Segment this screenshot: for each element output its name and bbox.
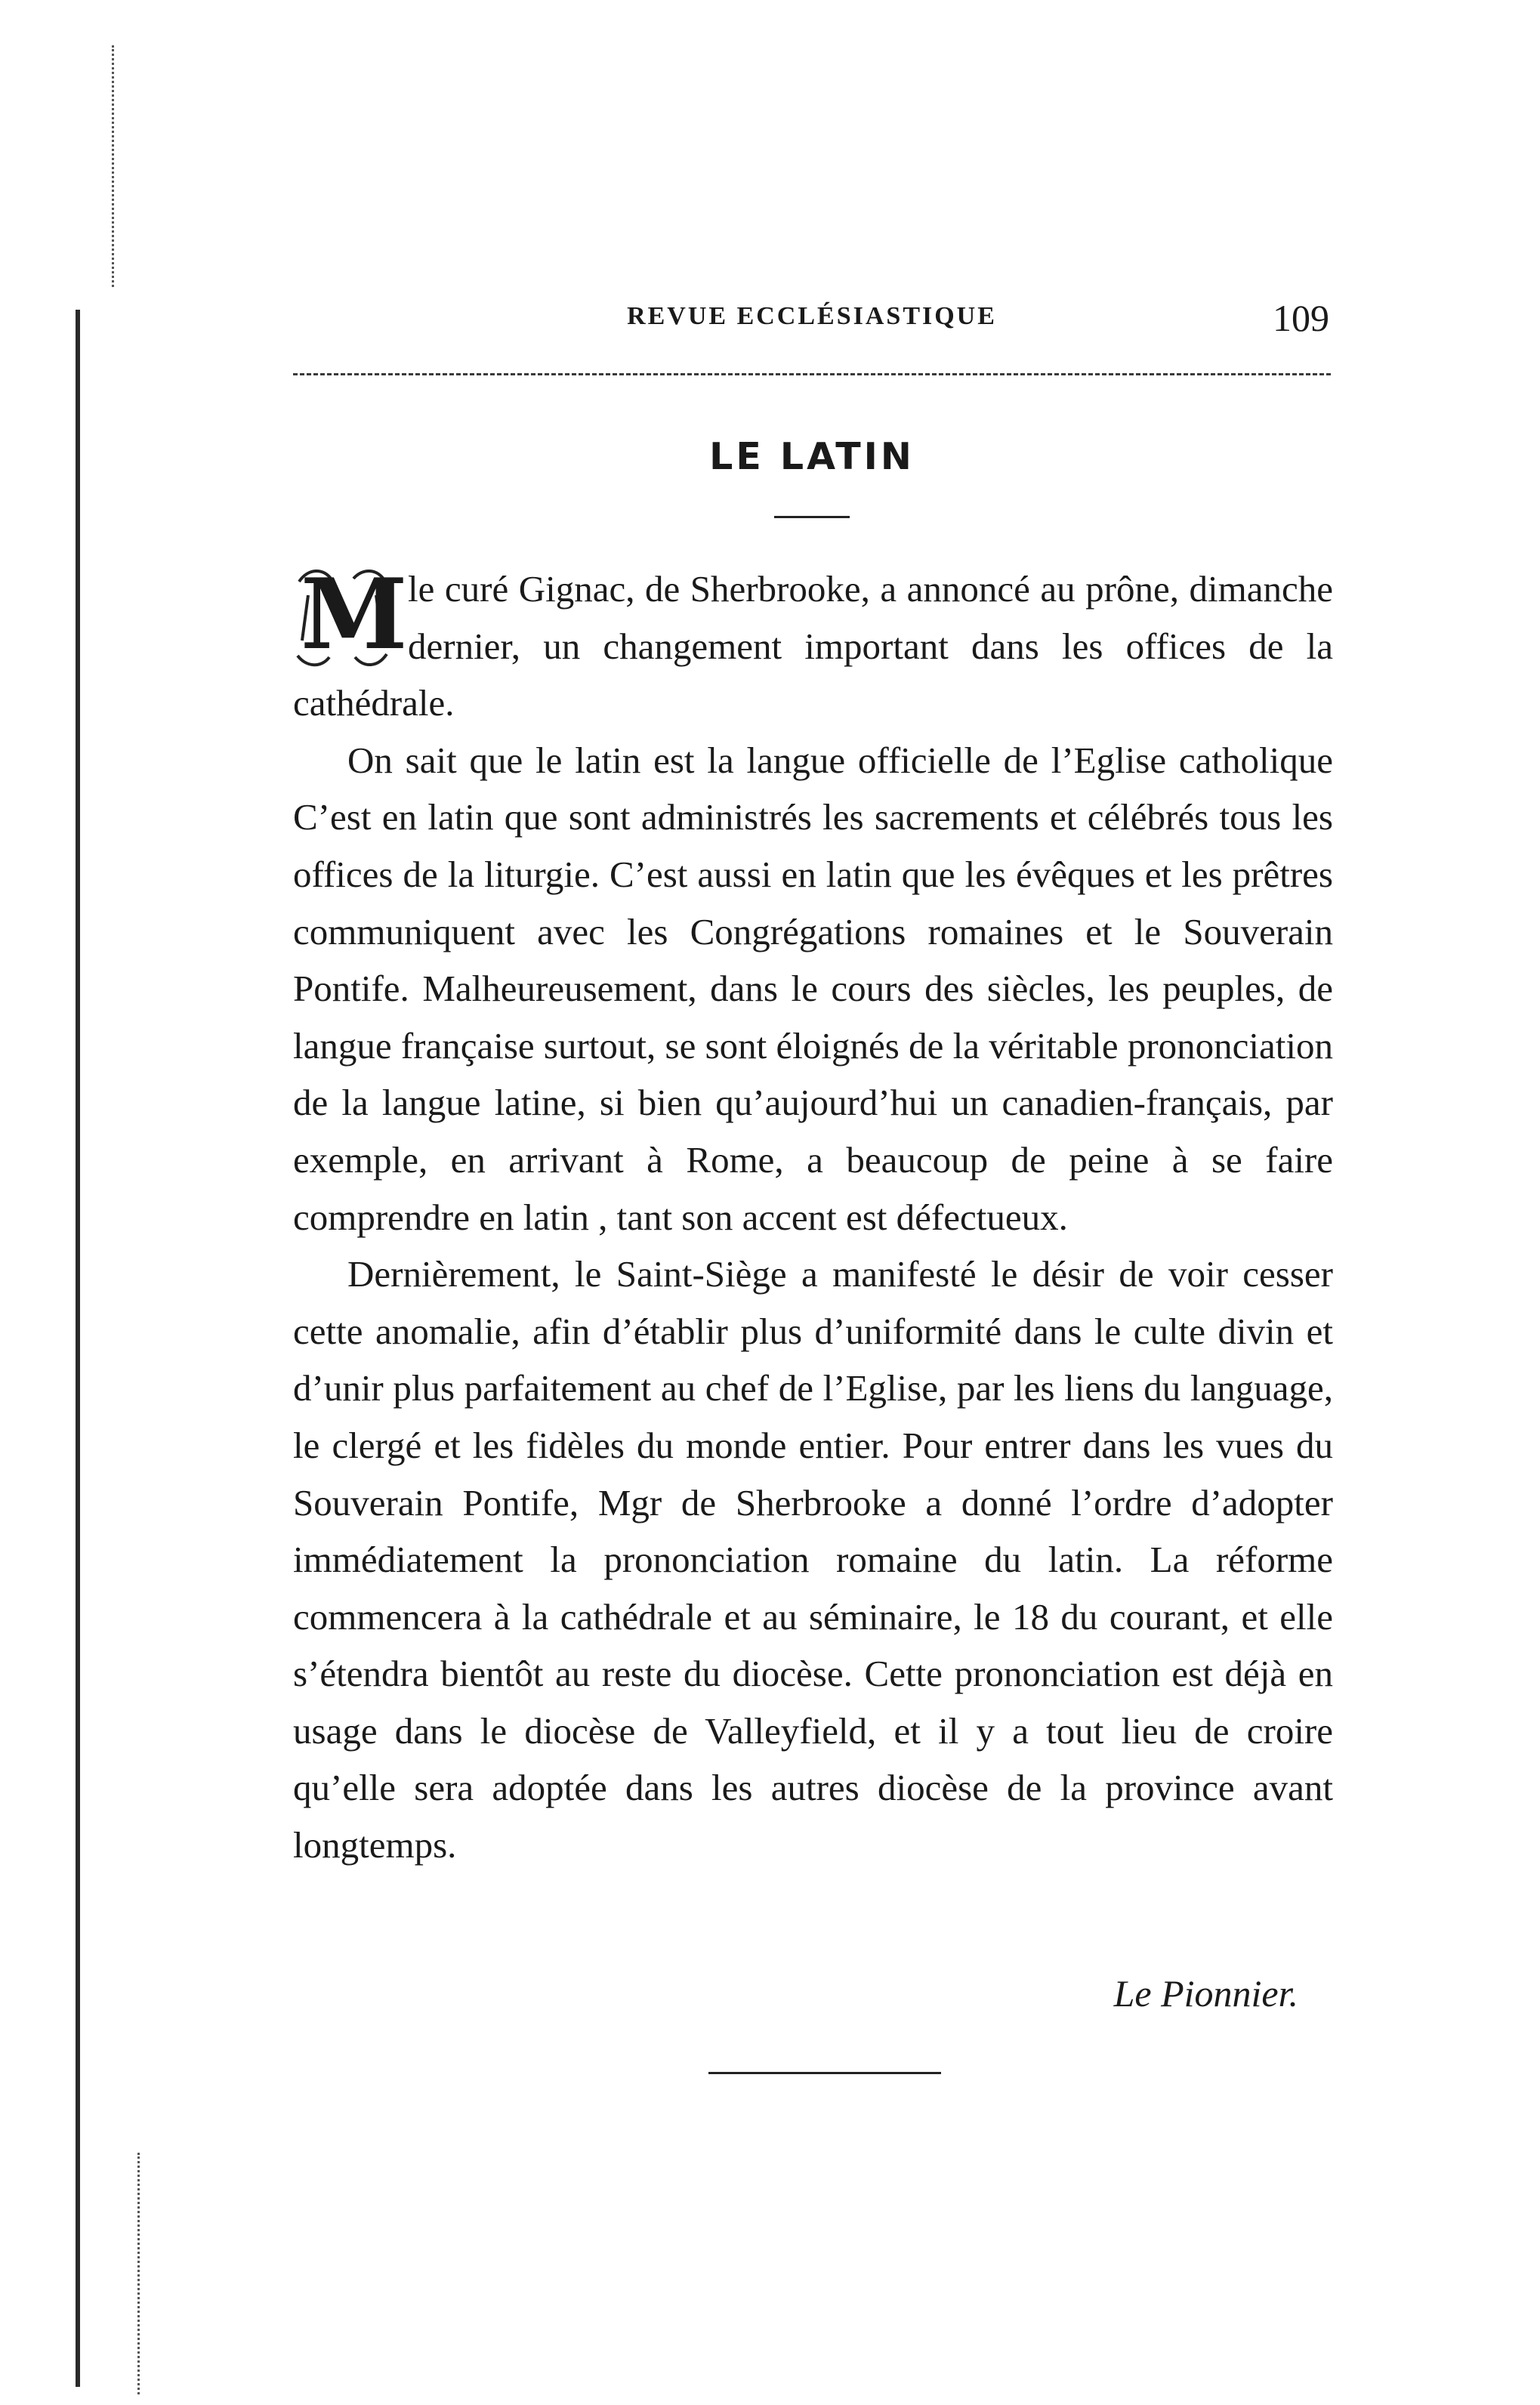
binding-edge-line [76,310,80,2387]
signature: Le Pionnier. [1113,1972,1298,2014]
page-number: 109 [1273,297,1329,339]
binding-edge-dots-bottom [137,2153,140,2394]
header-rule [293,373,1331,375]
binding-edge-dots-top [112,45,114,287]
title-rule [774,516,850,518]
running-header [295,296,1329,341]
article-body [293,560,1333,1874]
drop-cap-letter: M [301,558,408,671]
paragraph-3: Dernièrement, le Saint-Siège a manifesté le désir de voir cesser cette anomalie, afin d’établir plus d’uniformité dans le culte divin et d’unir plus parfaitement au chef de l’Eglise, par les liens du language, le clergé et les fidèles du monde entier. Pour entrer dans les vues du Souverain Pontife, Mgr de Sherbrooke a donné l’ordre d’adopter immédiatement la prononciation romaine du latin. La réforme commencera à la cathédrale et au séminaire, le 18 du courant, et elle s’étendra bientôt au reste du diocèse. Cette prononciation est déjà en usage dans le diocèse de Valleyfield, et il y a tout lieu de croire qu’elle sera adoptée dans les autres diocèse de la province avant longtemps. [293,1253,1333,1866]
end-rule [708,2072,941,2074]
paragraph-2: On sait que le latin est la langue officielle de l’Eglise catholique C’est en latin que sont administrés les sacrements et célébrés tous les offices de la liturgie. C’est aussi en latin que les évêques et les prêtres communiquent avec les Congrégations romaines et le Souverain Pontife. Malheureusement, dans le cours des siècles, les peuples, de langue française surtout, se sont éloignés de la véritable prononciation de la langue latine, si bien qu’aujourd’hui un canadien-français, par exemple, en arrivant à Rome, a beaucoup de peine à se faire comprendre en latin , tant son accent est défectueux. [293,739,1334,1238]
paragraph-1-text: le curé Gignac, de Sherbrooke, a annoncé au prône, dimanche dernier, un changement important dans les offices de la cathédrale. [293,568,1333,724]
article-title: LE LATIN [709,435,915,478]
running-title: REVUE ECCLÉSIASTIQUE [627,302,997,330]
drop-cap [293,558,408,671]
paragraph-1 [293,560,1333,732]
